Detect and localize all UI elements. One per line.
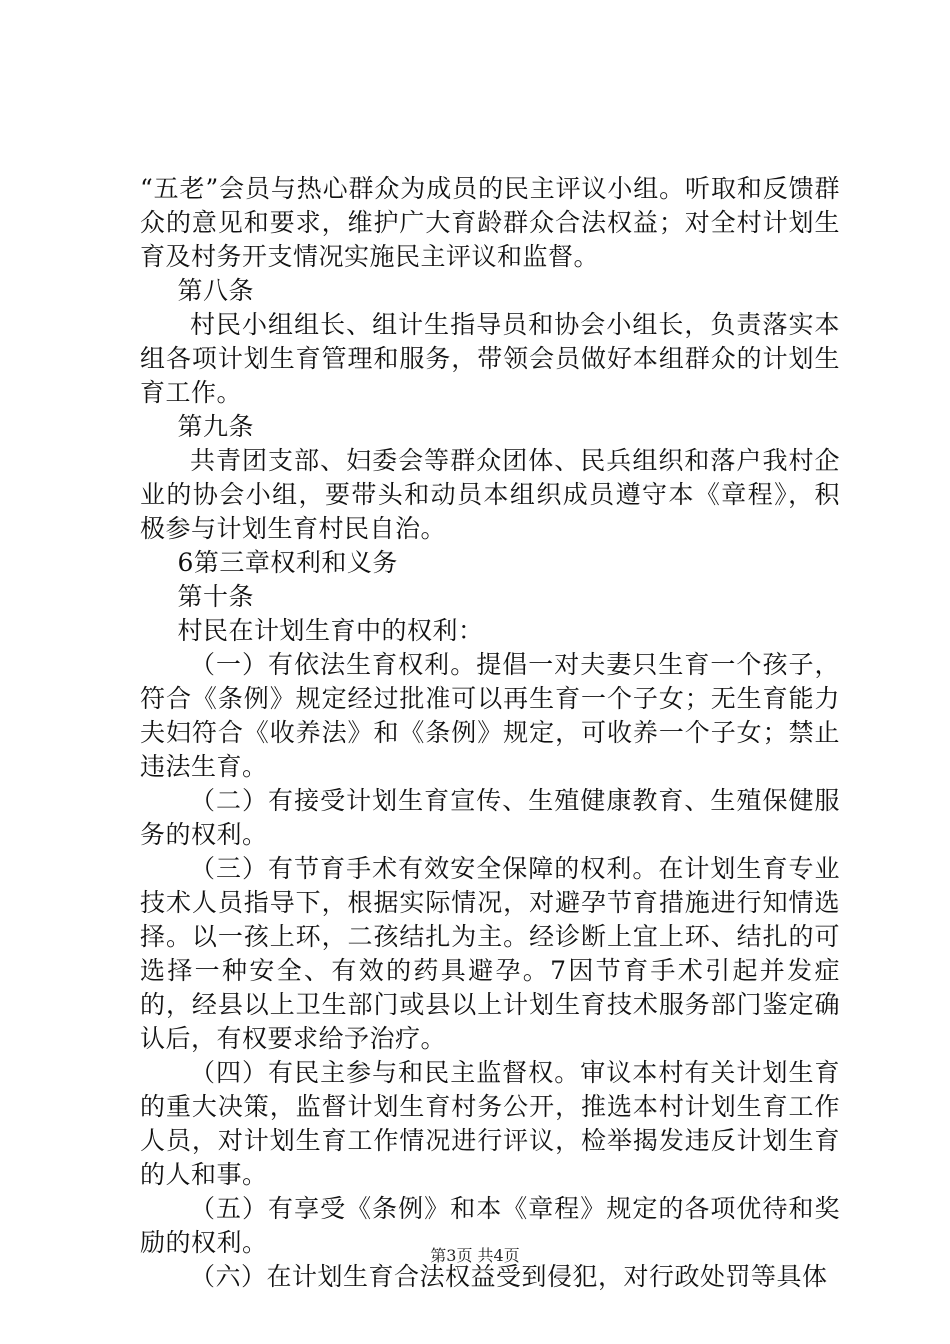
- list-item: （一）有依法生育权利。提倡一对夫妻只生育一个孩子，符合《条例》规定经过批准可以再生育一个子女；无生育能力夫妇符合《收养法》和《条例》规定，可收养一个子女；禁止违法生育。: [140, 650, 840, 781]
- article-heading: 第十条: [177, 582, 255, 611]
- list-item: （二）有接受计划生育宣传、生殖健康教育、生殖保健服务的权利。: [140, 786, 840, 849]
- paragraph: “五老”会员与热心群众为成员的民主评议小组。听取和反馈群众的意见和要求，维护广大育龄群众合法权益；对全村计划生育及村务开支情况实施民主评议和监督。: [140, 174, 840, 271]
- list-item: （五）有享受《条例》和本《章程》规定的各项优待和奖励的权利。: [140, 1194, 840, 1257]
- list-item: （三）有节育手术有效安全保障的权利。在计划生育专业技术人员指导下，根据实际情况，对避孕节育措施进行知情选择。以一孩上环，二孩结扎为主。经诊断上宜上环、结扎的可选择一种安全、有效的药具避孕。7因节育手术引起并发症的，经县以上卫生部门或县以上计划生育技术服务部门鉴定确认后，有权要求给予治疗。: [140, 854, 840, 1053]
- body-text: [140, 172, 840, 1294]
- page-footer: 第3页 共4页: [430, 1246, 520, 1265]
- list-item: （四）有民主参与和民主监督权。审议本村有关计划生育的重大决策，监督计划生育村务公开，推选本村计划生育工作人员，对计划生育工作情况进行评议，检举揭发违反计划生育的人和事。: [140, 1058, 840, 1189]
- article-heading: 第九条: [177, 412, 255, 441]
- paragraph: 村民小组组长、组计生指导员和协会小组长，负责落实本组各项计划生育管理和服务，带领会员做好本组群众的计划生育工作。: [140, 310, 840, 407]
- paragraph-lead: 村民在计划生育中的权利：: [177, 616, 484, 645]
- chapter-heading: 6第三章权利和义务: [177, 548, 398, 577]
- article-heading: 第八条: [177, 276, 255, 305]
- paragraph: 共青团支部、妇委会等群众团体、民兵组织和落户我村企业的协会小组，要带头和动员本组织成员遵守本《章程》，积极参与计划生育村民自治。: [140, 446, 840, 543]
- list-item: （六）在计划生育合法权益受到侵犯，对行政处罚等具体: [190, 1262, 828, 1291]
